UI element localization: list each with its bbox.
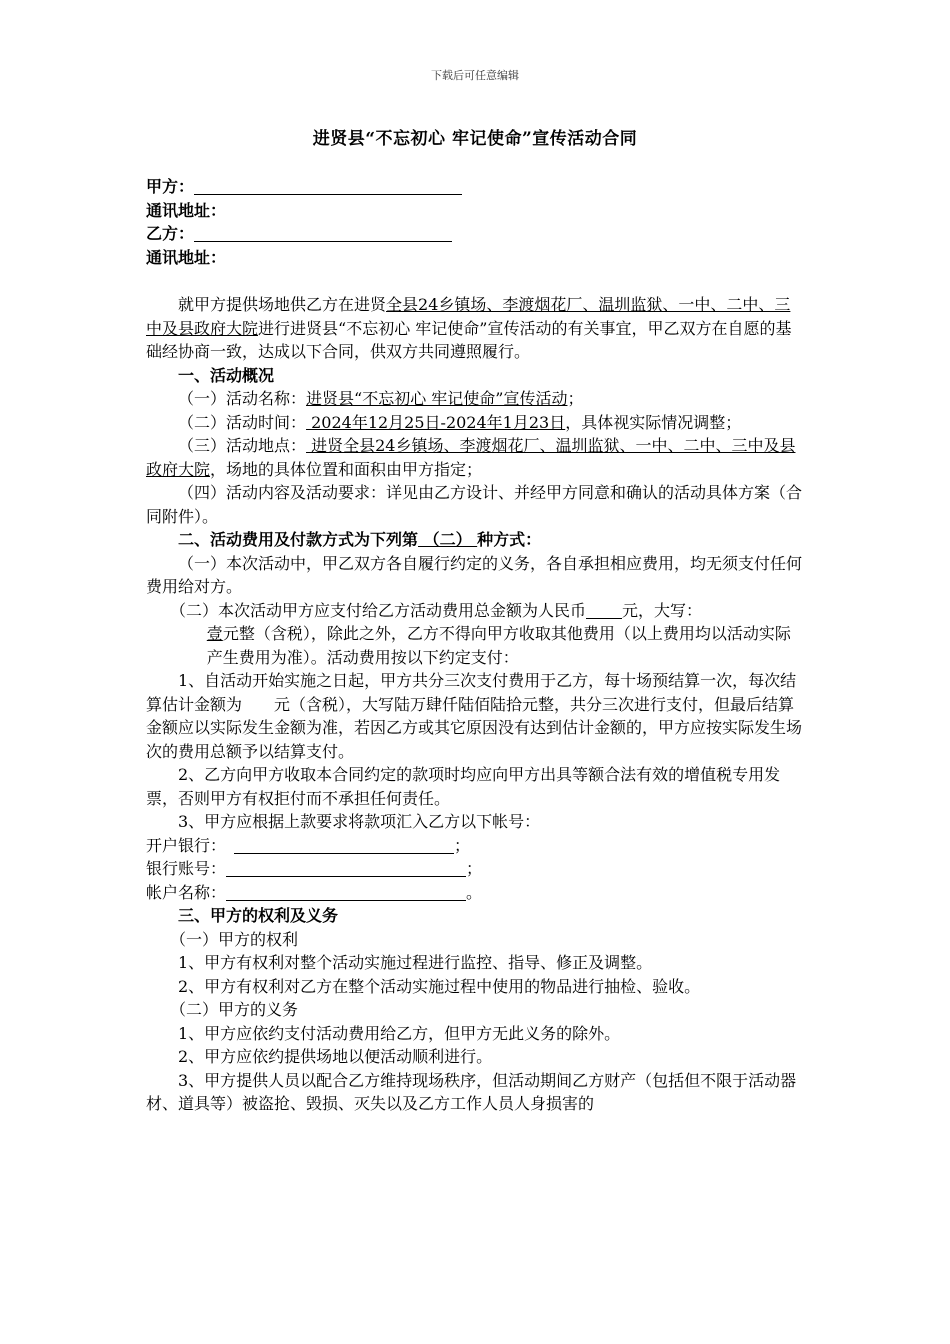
duties-item-3: 3、甲方提供人员以配合乙方维持现场秩序，但活动期间乙方财产（包括但不限于活动器材、道具等）被盗抢、毁损、灭失以及乙方工作人员人身损害的 — [146, 1070, 797, 1113]
duties-item-2: 2、甲方应依约提供场地以便活动顺利进行。 — [178, 1047, 493, 1066]
payment-option-2-cont: 壹元整（含税），除此之外，乙方不得向甲方收取其他费用（以上费用均以活动实际产生费用为准）。活动费用按以下约定支付： — [206, 624, 791, 667]
payment-option-1: （一）本次活动中，甲乙双方各自履行约定的义务，各自承担相应费用，均无须支付任何费用给对方。 — [146, 553, 803, 596]
account-name-line: 帐户名称： 。 — [146, 882, 483, 902]
payment-clause-1: 1、自活动开始实施之日起，甲方共分三次支付费用于乙方，每十场预结算一次，每次结算估计金额为 元（含税），大写陆万肆仟陆佰陆拾元整，共分三次进行支付，但最后结算金额应以实际发生金额为准，若因乙方或其它原因没有达到估计金额的，甲方应按实际发生场次的费用总额予以结算支付。 — [146, 671, 803, 761]
duties-item-1: 1、甲方应依约支付活动费用给乙方，但甲方无此义务的除外。 — [178, 1023, 621, 1043]
bank-line: 开户银行： ； — [146, 835, 471, 855]
party-a-blank — [194, 176, 462, 195]
party-b-blank — [194, 223, 452, 242]
payment-option-2: （二）本次活动甲方应支付给乙方活动费用总金额为人民币 元，大写： — [170, 600, 703, 620]
activity-location: （三）活动地点： 进贤全县24乡镇场、李渡烟花厂、温圳监狱、一中、二中、三中及县政府大院，场地的具体位置和面积由甲方指定； — [146, 436, 796, 479]
party-a-rights: （一）甲方的权利 — [170, 929, 299, 949]
party-a-line: 甲方： — [146, 175, 806, 199]
section-3-title: 三、甲方的权利及义务 — [178, 906, 339, 925]
address-line-2: 通讯地址： — [146, 247, 227, 267]
activity-name: （一）活动名称：进贤县“不忘初心 牢记使命”宣传活动； — [178, 389, 584, 408]
activity-content: （四）活动内容及活动要求：详见由乙方设计、并经甲方同意和确认的活动具体方案（合同附件）。 — [146, 483, 803, 526]
address-line-1: 通讯地址： — [146, 200, 227, 220]
document-title: 进贤县“不忘初心 牢记使命”宣传活动合同 — [312, 129, 638, 149]
rights-item-2: 2、甲方有权利对乙方在整个活动实施过程中使用的物品进行抽检、验收。 — [178, 976, 701, 996]
payment-clause-3: 3、甲方应根据上款要求将款项汇入乙方以下帐号： — [178, 812, 541, 831]
rights-item-1: 1、甲方有权利对整个活动实施过程进行监控、指导、修正及调整。 — [178, 953, 653, 972]
intro-paragraph: 就甲方提供场地供乙方在进贤全县24乡镇场、李渡烟花厂、温圳监狱、一中、二中、三中及县政府大院进行进贤县“不忘初心 牢记使命”宣传活动的有关事宜，甲乙双方在自愿的基础经协商一致，达成以下合同，供双方共同遵照履行。 — [146, 295, 792, 361]
section-2-title: 二、活动费用及付款方式为下列第 （二） 种方式： — [178, 530, 542, 549]
section-1-title: 一、活动概况 — [178, 365, 275, 385]
document-body — [146, 175, 806, 1116]
page-header: 下载后可任意编辑 — [431, 69, 519, 82]
payment-clause-2: 2、乙方向甲方收取本合同约定的款项时均应向甲方出具等额合法有效的增值税专用发票，否则甲方有权拒付而不承担任何责任。 — [146, 765, 781, 808]
activity-time: （二）活动时间： 2024年12月25日-2024年1月23日，具体视实际情况调整； — [178, 412, 742, 432]
account-number-line: 银行账号： ； — [146, 859, 483, 878]
party-b-line: 乙方： — [146, 222, 806, 246]
party-a-duties: （二）甲方的义务 — [170, 1000, 299, 1019]
